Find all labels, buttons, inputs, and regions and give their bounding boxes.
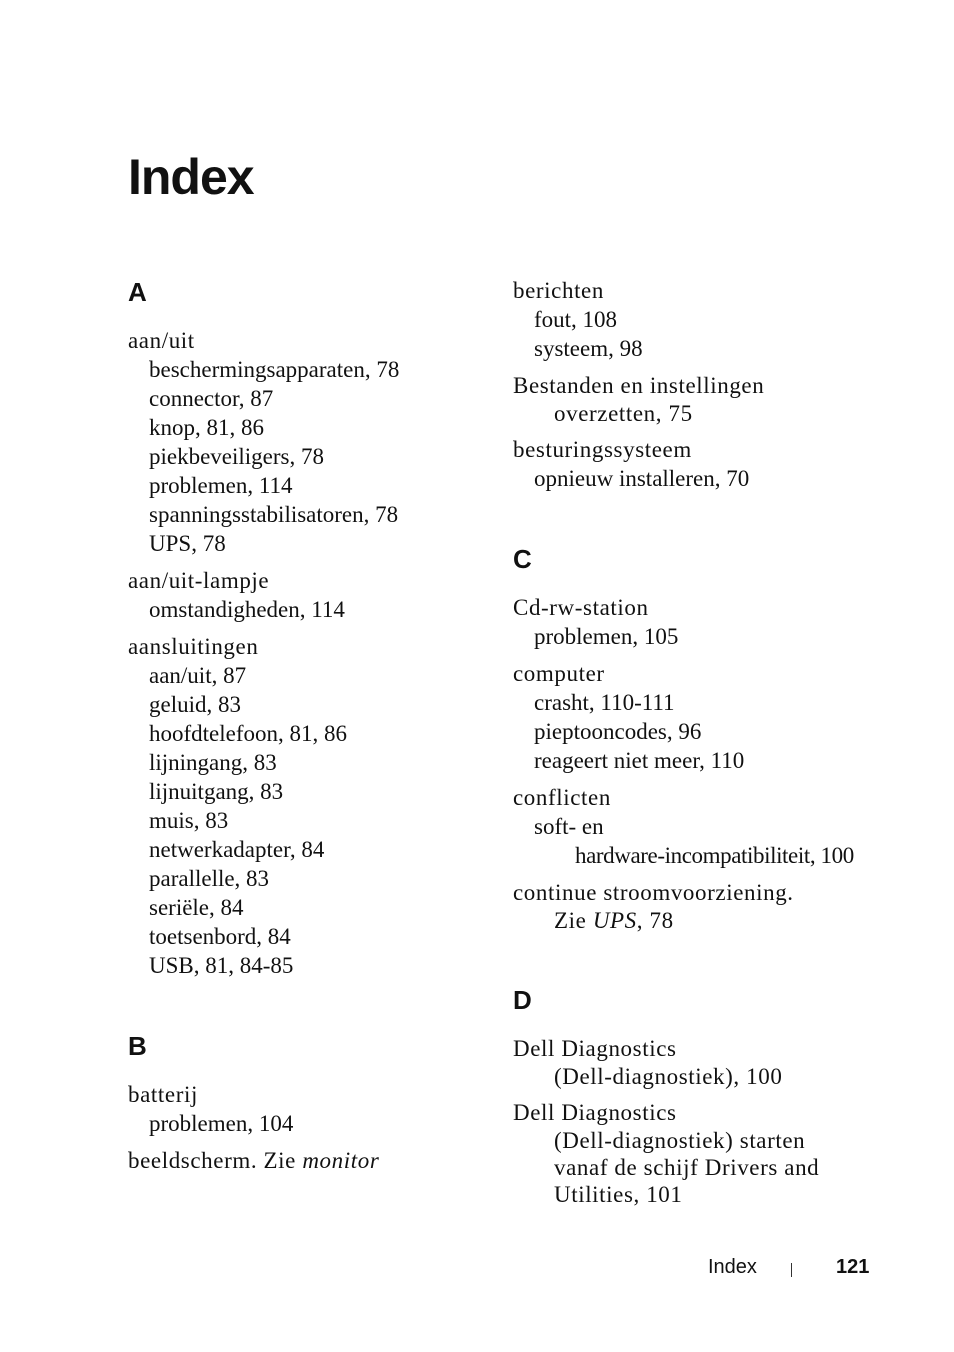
- index-term-continuation: overzetten, 75: [554, 401, 693, 426]
- index-entry-batterij: [128, 1080, 478, 1138]
- index-term: besturingssysteem: [513, 437, 692, 462]
- see-reference: UPS: [592, 908, 637, 933]
- index-subentry: omstandigheden, 114: [149, 597, 345, 622]
- index-term: conflicten: [513, 785, 611, 810]
- section-a: [128, 276, 478, 980]
- index-entry-conflicten: [513, 783, 933, 870]
- footer-divider: [791, 1263, 792, 1277]
- index-term: computer: [513, 661, 605, 686]
- index-entry-dell-diagnostics-starten: [513, 1098, 933, 1208]
- index-entry-computer: [513, 659, 933, 775]
- section-d: [513, 984, 933, 1208]
- page-number: 121: [836, 1256, 870, 1278]
- index-subentry: knop, 81, 86: [149, 415, 264, 440]
- index-term-continuation: [513, 907, 933, 934]
- index-subentry: toetsenbord, 84: [149, 924, 291, 949]
- index-subentry: piekbeveiligers, 78: [149, 444, 325, 469]
- index-subentry: netwerkadapter, 84: [149, 837, 325, 862]
- index-subentry: parallelle, 83: [149, 866, 270, 891]
- index-subentry: problemen, 104: [149, 1111, 294, 1136]
- see-page: , 78: [636, 908, 674, 933]
- index-subentry: problemen, 105: [534, 624, 679, 649]
- index-subentry: USB, 81, 84-85: [149, 953, 294, 978]
- index-subentry: fout, 108: [534, 307, 618, 332]
- footer-section-label: Index: [708, 1256, 757, 1278]
- section-letter-c: C: [513, 544, 532, 574]
- index-column-right: [513, 276, 933, 1258]
- index-entry-berichten: [513, 276, 933, 363]
- index-subentry: systeem, 98: [534, 336, 643, 361]
- see-reference: monitor: [302, 1148, 380, 1173]
- index-entry-aan-uit-lampje: [128, 566, 478, 624]
- index-entry-aansluitingen: [128, 632, 478, 980]
- index-entry-continue-stroomvoorziening: [513, 878, 933, 934]
- index-subentry: spanningsstabilisatoren, 78: [149, 502, 399, 527]
- index-term-continuation: vanaf de schijf Drivers and: [554, 1155, 820, 1180]
- index-term-text: beeldscherm. Zie: [128, 1148, 303, 1173]
- index-subentry: UPS, 78: [149, 531, 226, 556]
- index-subentry-continuation: hardware-incompatibiliteit, 100: [575, 843, 854, 868]
- index-term: continue stroomvoorziening.: [513, 880, 794, 905]
- index-term: batterij: [128, 1082, 198, 1107]
- index-subentry: seriële, 84: [149, 895, 244, 920]
- index-term-with-see: [128, 1146, 478, 1175]
- index-entry-cd-rw-station: [513, 593, 933, 651]
- index-term: aan/uit-lampje: [128, 568, 270, 593]
- index-subentry: geluid, 83: [149, 692, 241, 717]
- index-entry-bestanden: [513, 371, 933, 427]
- section-c: [513, 543, 933, 934]
- index-subentry: aan/uit, 87: [149, 663, 247, 688]
- page-footer: [0, 1256, 954, 1280]
- index-subentry: crasht, 110-111: [534, 690, 675, 715]
- index-subentry: muis, 83: [149, 808, 229, 833]
- index-term: aansluitingen: [128, 634, 259, 659]
- section-letter-d: D: [513, 985, 532, 1015]
- index-term: Bestanden en instellingen: [513, 373, 765, 398]
- index-term-continuation: (Dell-diagnostiek), 100: [554, 1064, 783, 1089]
- index-subentry: hoofdtelefoon, 81, 86: [149, 721, 348, 746]
- index-column-left: [128, 276, 478, 1225]
- section-letter-b: B: [128, 1031, 147, 1061]
- index-subentry: beschermingsapparaten, 78: [149, 357, 400, 382]
- index-term: aan/uit: [128, 328, 195, 353]
- see-prefix: Zie: [554, 908, 593, 933]
- index-term: berichten: [513, 278, 604, 303]
- index-subentry: connector, 87: [149, 386, 274, 411]
- page-title: Index: [128, 149, 254, 205]
- index-subentry: pieptooncodes, 96: [534, 719, 702, 744]
- index-subentry: reageert niet meer, 110: [534, 748, 745, 773]
- index-term: Cd-rw-station: [513, 595, 649, 620]
- index-term: Dell Diagnostics: [513, 1100, 677, 1125]
- index-subentry: lijnuitgang, 83: [149, 779, 284, 804]
- index-subentry: problemen, 114: [149, 473, 293, 498]
- index-entry-beeldscherm: [128, 1146, 478, 1175]
- index-term: Dell Diagnostics: [513, 1036, 677, 1061]
- section-b-continued: [513, 276, 933, 493]
- index-subentry: lijningang, 83: [149, 750, 277, 775]
- index-term-continuation: Utilities, 101: [554, 1182, 683, 1207]
- index-subentry: opnieuw installeren, 70: [534, 466, 750, 491]
- index-subentry: soft- en: [534, 814, 604, 839]
- index-entry-besturingssysteem: [513, 435, 933, 493]
- section-letter-a: A: [128, 277, 147, 307]
- index-term-continuation: (Dell-diagnostiek) starten: [554, 1128, 806, 1153]
- index-entry-dell-diagnostics: [513, 1034, 933, 1090]
- index-entry-aan-uit: [128, 326, 478, 558]
- section-b: [128, 1030, 478, 1175]
